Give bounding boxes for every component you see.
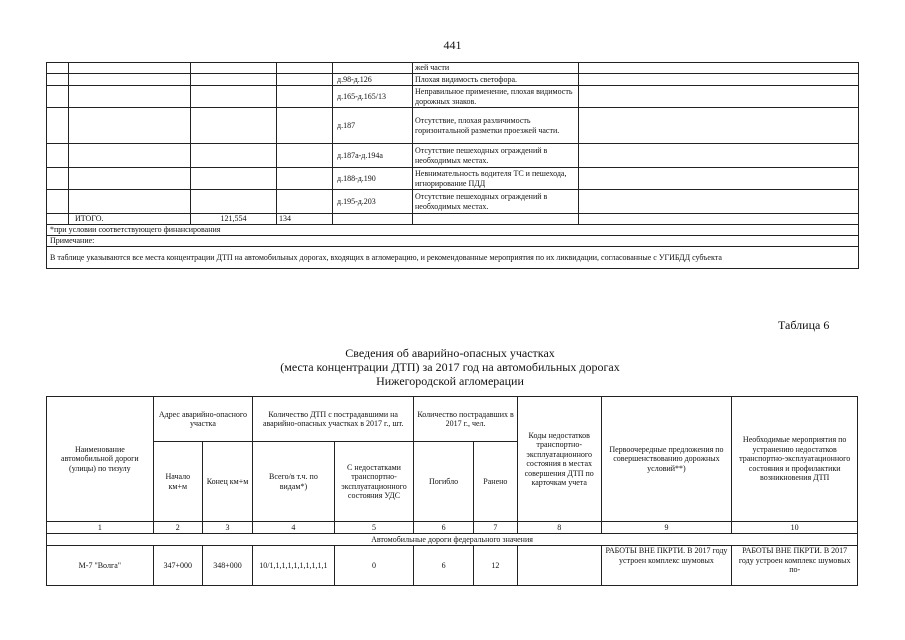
total-value-count: 134 xyxy=(277,214,333,225)
title-line: Сведения об аварийно-опасных участках xyxy=(345,346,555,360)
header-with-deficiencies: С недостатками транспортно-эксплуатационного состояния УДС xyxy=(334,442,414,522)
road-segment-code: д.165-д.165/13 xyxy=(333,86,413,108)
column-number: 8 xyxy=(517,522,601,534)
dtp-with-deficiencies: 0 xyxy=(334,546,414,586)
note-text: В таблице указываются все места концентрации ДТП на автомобильных дорогах, входящих в агломерацию, и рекомендованные мероприятия по их ликвидации, согласованные с УГИБДД субъекта xyxy=(47,247,859,269)
table-row xyxy=(47,546,858,586)
column-number: 1 xyxy=(47,522,154,534)
section-row xyxy=(47,534,858,546)
road-segment-code: д.98-д.126 xyxy=(333,74,413,86)
column-number: 7 xyxy=(473,522,517,534)
header-victims: Количество пострадавших в 2017 г., чел. xyxy=(414,397,518,442)
column-number: 6 xyxy=(414,522,474,534)
header-dtp-count: Количество ДТП с пострадавшими на аварийно-опасных участках в 2017 г., шт. xyxy=(253,397,414,442)
header-deficiency-codes: Коды недостатков транспортно-эксплуатационного состояния в местах совершения ДТП по карточкам учета xyxy=(517,397,601,522)
column-number-row xyxy=(47,522,858,534)
header-end: Конец км+м xyxy=(202,442,252,522)
table-row xyxy=(47,108,859,144)
footnote-row xyxy=(47,225,859,236)
section-title: Автомобильные дороги федерального значения xyxy=(47,534,858,546)
note-text-row xyxy=(47,247,859,269)
column-number: 10 xyxy=(732,522,858,534)
column-number: 4 xyxy=(253,522,335,534)
deficiency-description: жей части xyxy=(413,63,579,74)
deficiency-description: Плохая видимость светофора. xyxy=(413,74,579,86)
header-address: Адрес аварийно-опасного участка xyxy=(153,397,252,442)
header-start: Начало км+м xyxy=(153,442,202,522)
table-row xyxy=(47,168,859,190)
header-injured: Ранено xyxy=(473,442,517,522)
header-priority-proposals: Первоочередные предложения по совершенствованию дорожных условий**) xyxy=(601,397,732,522)
deficiency-description: Отсутствие пешеходных ограждений в необходимых местах. xyxy=(413,144,579,168)
road-segment-code xyxy=(333,63,413,74)
total-row xyxy=(47,214,859,225)
priority-proposals: РАБОТЫ ВНЕ ПКРТИ. В 2017 году устроен комплекс шумовых xyxy=(601,546,732,586)
deficiency-description: Отсутствие, плохая различимость горизонтальной разметки проезжей части. xyxy=(413,108,579,144)
table-title xyxy=(140,346,760,388)
column-number: 5 xyxy=(334,522,414,534)
road-segment-code: д.187а-д.194а xyxy=(333,144,413,168)
deficiency-description: Неправильное применение, плохая видимость дорожных знаков. xyxy=(413,86,579,108)
table-label: Таблица 6 xyxy=(778,318,830,332)
header-row xyxy=(47,397,858,442)
table-row xyxy=(47,86,859,108)
end-km: 348+000 xyxy=(202,546,252,586)
measures: РАБОТЫ ВНЕ ПКРТИ. В 2017 году устроен комплекс шумовых по- xyxy=(732,546,858,586)
page-number: 441 xyxy=(443,38,462,52)
road-segment-code: д.188-д.190 xyxy=(333,168,413,190)
road-name: М-7 "Волга" xyxy=(47,546,154,586)
column-number: 3 xyxy=(202,522,252,534)
total-label: ИТОГО. xyxy=(69,214,191,225)
table-row xyxy=(47,190,859,214)
table-row xyxy=(47,144,859,168)
deficiency-description: Отсутствие пешеходных ограждений в необходимых местах. xyxy=(413,190,579,214)
dtp-total: 10/1,1,1,1,1,1,1,1,1,1 xyxy=(253,546,335,586)
note-label: Примечание: xyxy=(47,236,859,247)
header-killed: Погибло xyxy=(414,442,474,522)
road-segment-code: д.187 xyxy=(333,108,413,144)
footnote: *при условии соответствующего финансирования xyxy=(47,225,859,236)
column-number: 2 xyxy=(153,522,202,534)
total-value-km: 121,554 xyxy=(191,214,277,225)
killed-count: 6 xyxy=(414,546,474,586)
note-label-row xyxy=(47,236,859,247)
header-total-by-type: Всего/в т.ч. по видам*) xyxy=(253,442,335,522)
title-line: (места концентрации ДТП) за 2017 год на автомобильных дорогах xyxy=(280,360,620,374)
top-continuation-table xyxy=(46,62,859,269)
road-segment-code: д.195-д.203 xyxy=(333,190,413,214)
header-measures: Необходимые мероприятия по устранению недостатков транспортно-эксплуатационного состояния и профилактики возникновения ДТП xyxy=(732,397,858,522)
header-road-name: Наименование автомобильной дороги (улицы) по тизулу xyxy=(47,397,154,522)
title-line: Нижегородской агломерации xyxy=(376,374,524,388)
column-number: 9 xyxy=(601,522,732,534)
deficiency-codes xyxy=(517,546,601,586)
table-row xyxy=(47,63,859,74)
start-km: 347+000 xyxy=(153,546,202,586)
accident-sites-table xyxy=(46,396,858,586)
table-row xyxy=(47,74,859,86)
deficiency-description: Невнимательность водителя ТС и пешехода, игнорирование ПДД xyxy=(413,168,579,190)
injured-count: 12 xyxy=(473,546,517,586)
